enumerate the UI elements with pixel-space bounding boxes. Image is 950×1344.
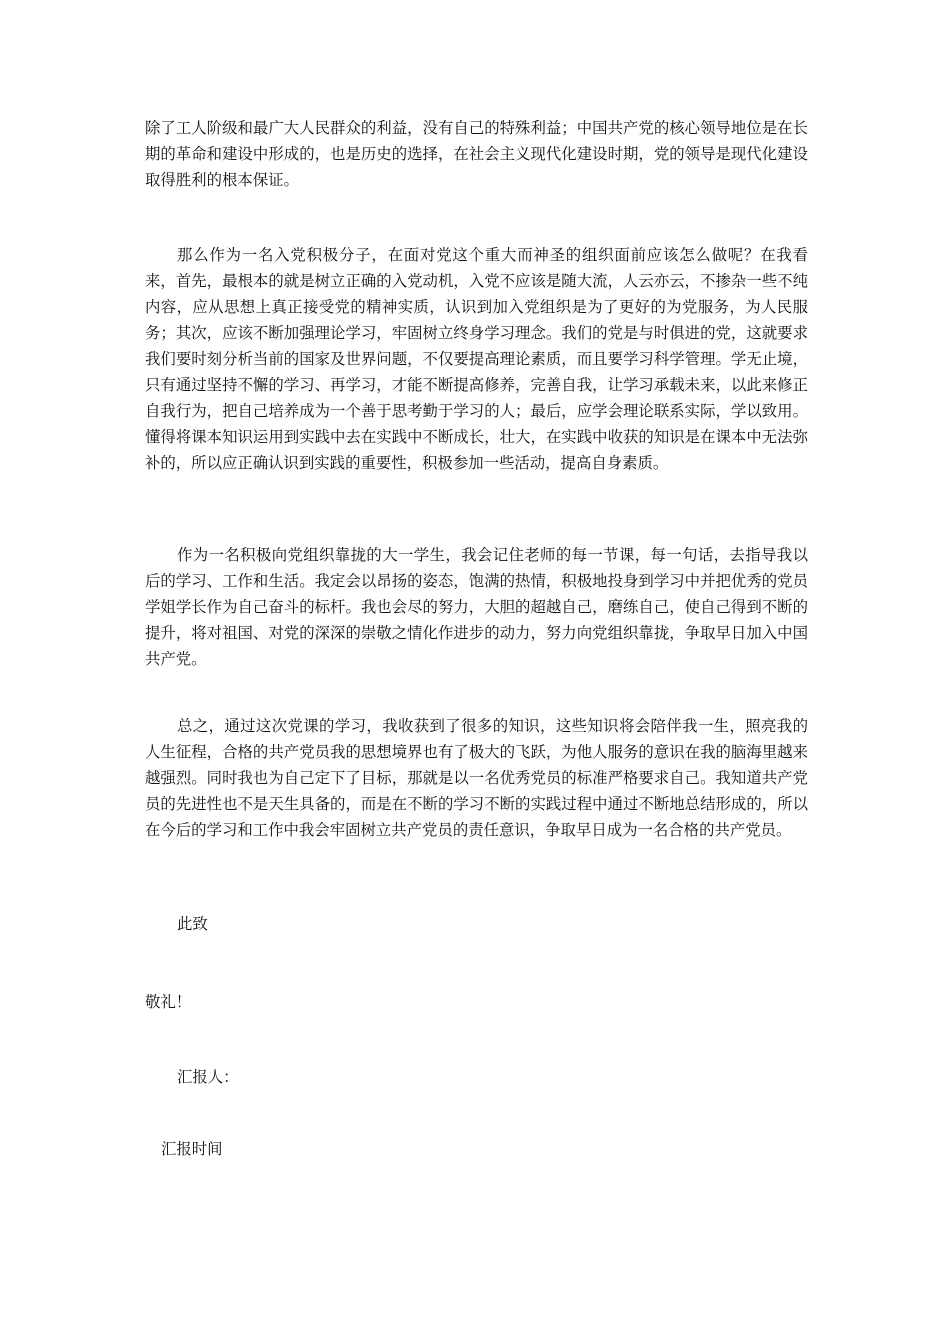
paragraph-3: 作为一名积极向党组织靠拢的大一学生，我会记住老师的每一节课，每一句话，去指导我以后的学习、工作和生活。我定会以昂扬的姿态，饱满的热情，积极地投身到学习中并把优秀的党员学姐学长作为自己奋斗的标杆。我也会尽的努力，大胆的超越自己，磨练自己，使自己得到不断的提升，将对祖国、对党的深深的崇敬之情化作进步的动力，努力向党组织靠拢，争取早日加入中国共产党。: [145, 546, 808, 668]
report-time-label: 汇报时间: [161, 1140, 223, 1158]
closing-salutation: 此致: [177, 915, 208, 933]
paragraph-4: 总之，通过这次党课的学习，我收获到了很多的知识，这些知识将会陪伴我一生，照亮我的人生征程，合格的共产党员我的思想境界也有了极大的飞跃，为他人服务的意识在我的脑海里越来越强烈。同时我也为自己定下了目标，那就是以一名优秀党员的标准严格要求自己。我知道共产党员的先进性也不是天生具备的，而是在不断的学习不断的实践过程中通过不断地总结形成的，所以在今后的学习和工作中我会牢固树立共产党员的责任意识，争取早日成为一名合格的共产党员。: [145, 717, 808, 839]
reporter-label: 汇报人：: [177, 1068, 239, 1086]
closing-regards: 敬礼！: [145, 993, 192, 1011]
paragraph-2: 那么作为一名入党积极分子，在面对党这个重大而神圣的组织面前应该怎么做呢？在我看来，首先，最根本的就是树立正确的入党动机，入党不应该是随大流，人云亦云，不掺杂一些不纯内容，应从思想上真正接受党的精神实质，认识到加入党组织是为了更好的为党服务，为人民服务；其次，应该不断加强理论学习，牢固树立终身学习理念。我们的党是与时俱进的党，这就要求我们要时刻分析当前的国家及世界问题，不仅要提高理论素质，而且要学习科学管理。学无止境，只有通过坚持不懈的学习、再学习，才能不断提高修养，完善自我，让学习承载未来，以此来修正自我行为，把自己培养成为一个善于思考勤于学习的人；最后，应学会理论联系实际，学以致用。懂得将课本知识运用到实践中去在实践中不断成长，壮大，在实践中收获的知识是在课本中无法弥补的，所以应正确认识到实践的重要性，积极参加一些活动，提高自身素质。: [145, 246, 808, 472]
paragraph-1: 除了工人阶级和最广大人民群众的利益，没有自己的特殊利益；中国共产党的核心领导地位是在长期的革命和建设中形成的，也是历史的选择，在社会主义现代化建设时期，党的领导是现代化建设取得胜利的根本保证。: [145, 119, 808, 189]
